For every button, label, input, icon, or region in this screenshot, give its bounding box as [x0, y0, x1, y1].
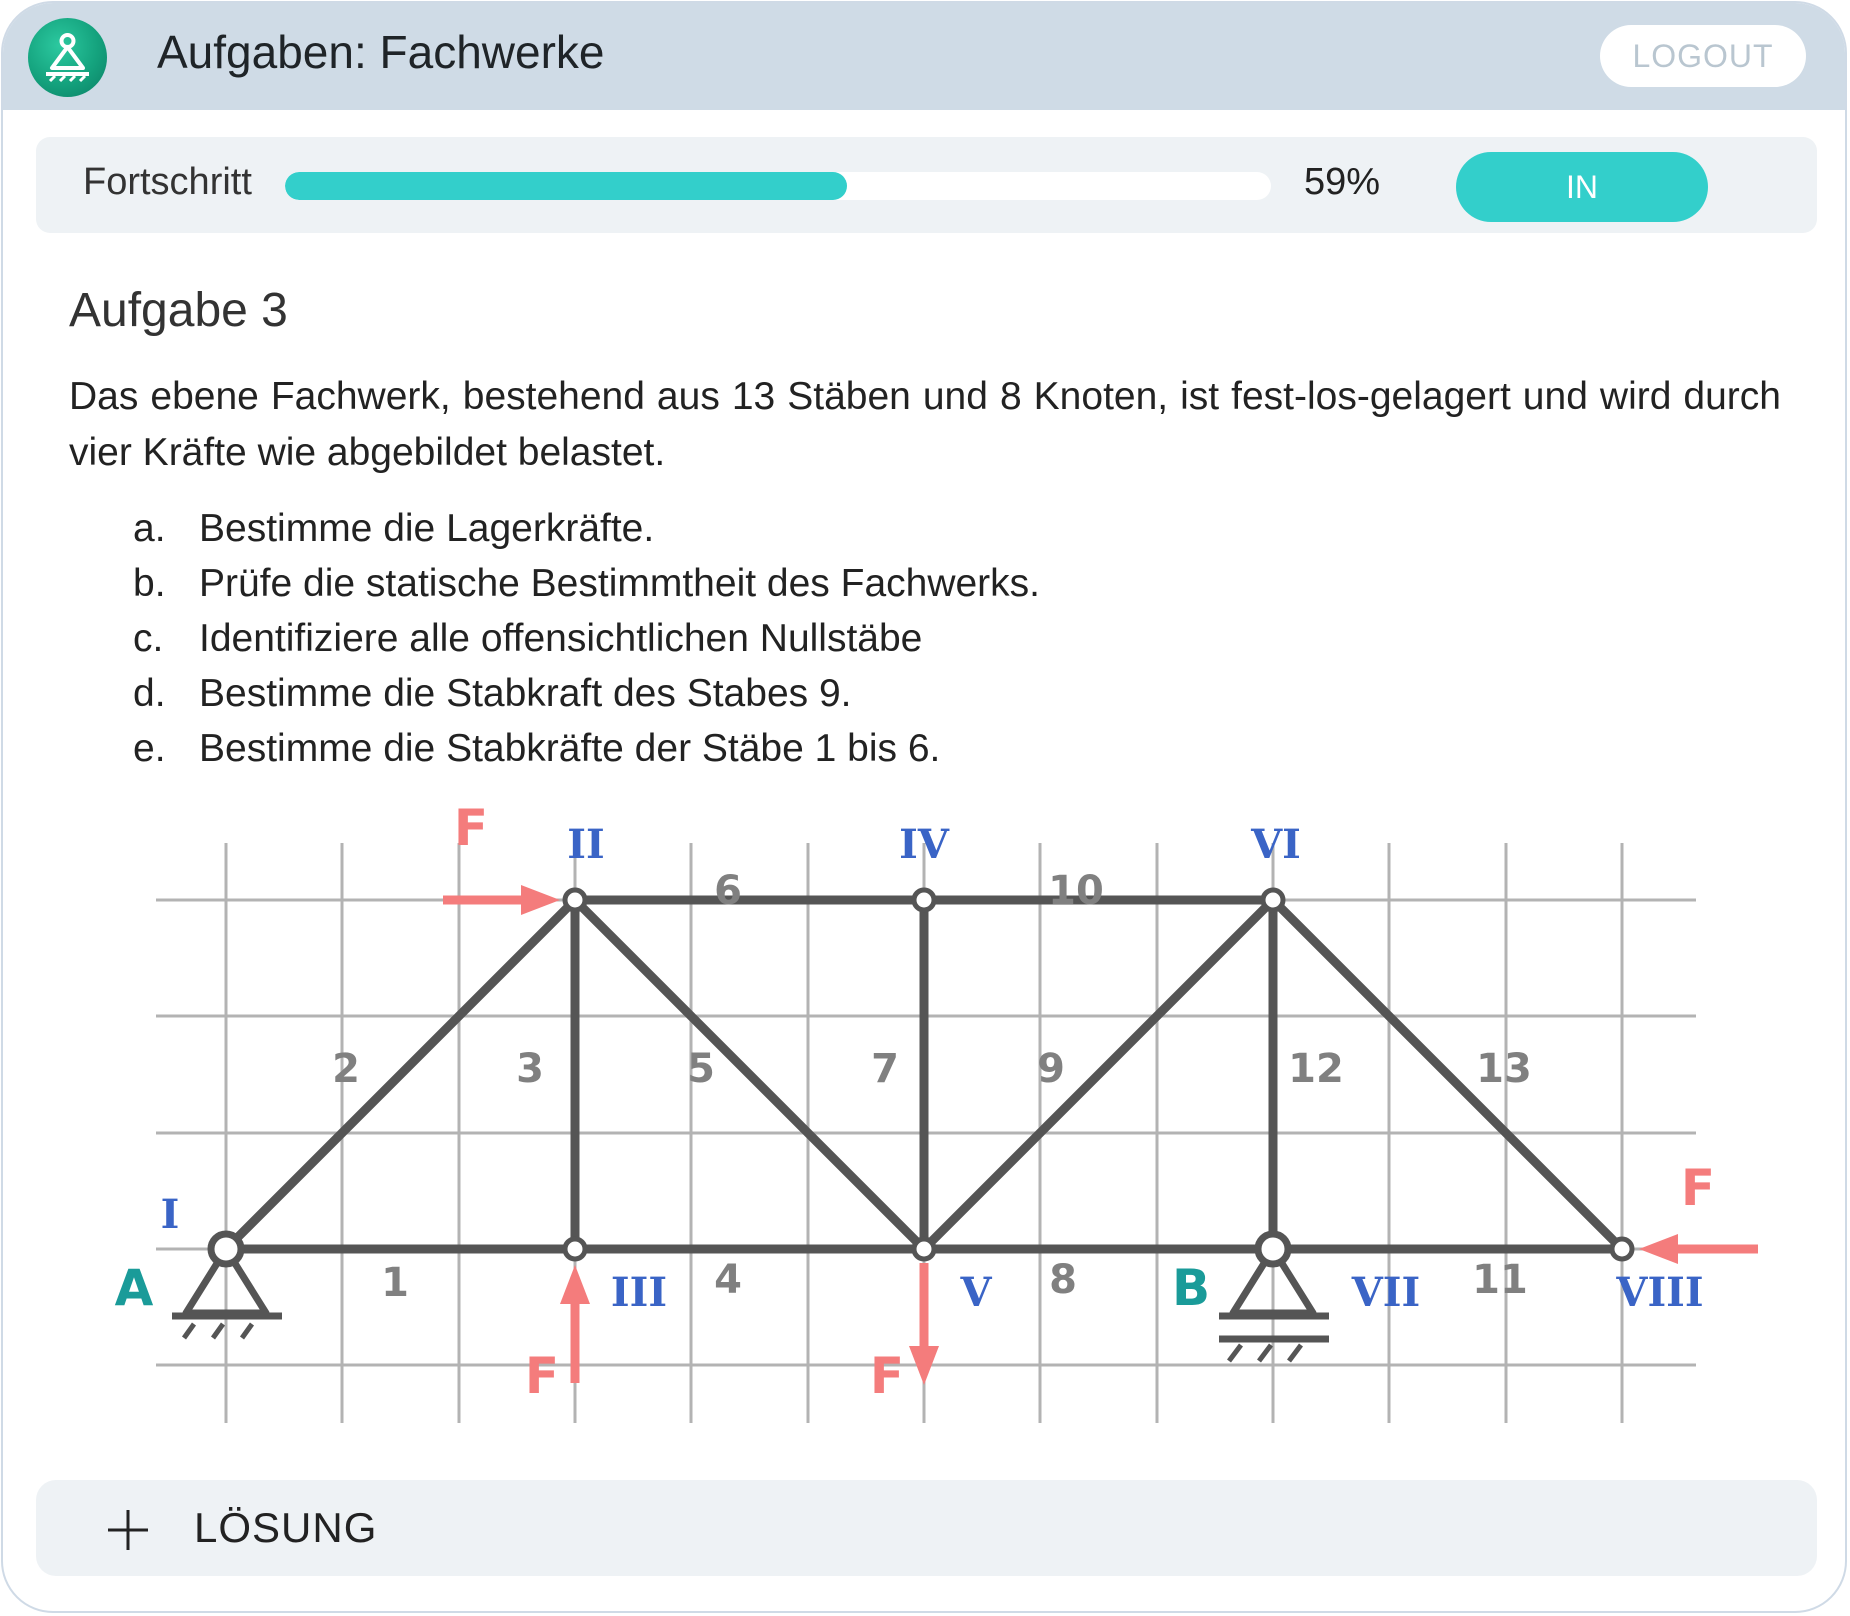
app-header: [3, 3, 1845, 110]
subtask-item: [133, 666, 1040, 721]
subtask-item: [133, 721, 1040, 776]
subtask-text: Bestimme die Stabkraft des Stabes 9.: [199, 672, 852, 715]
subtask-marker: b.: [133, 562, 166, 605]
logout-button[interactable]: LOGOUT: [1600, 25, 1806, 87]
truss-diagram: [3, 793, 1847, 1453]
node-label: II: [567, 821, 605, 868]
subtask-item: [133, 556, 1040, 611]
subtask-text: Identifiziere alle offensichtlichen Nullstäbe: [199, 617, 923, 660]
support-label: B: [1171, 1259, 1211, 1317]
subtask-marker: d.: [133, 672, 166, 715]
member-label: 12: [1288, 1046, 1344, 1092]
solution-toggle[interactable]: [36, 1480, 1817, 1576]
member-9: [924, 900, 1273, 1249]
subtask-marker: e.: [133, 727, 166, 770]
node-I: [211, 1234, 241, 1264]
force-arrow-II: [443, 885, 560, 915]
node-label: I: [160, 1191, 180, 1238]
progress-label: Fortschritt: [83, 161, 252, 203]
member-label: 7: [871, 1046, 899, 1092]
truss-support-icon: [28, 18, 107, 97]
force-arrow-VIII: [1639, 1234, 1758, 1264]
node-label: IV: [899, 821, 949, 868]
subtask-text: Prüfe die statische Bestimmtheit des Fachwerks.: [199, 562, 1040, 605]
node-label: VIII: [1616, 1269, 1704, 1316]
app-window: [1, 1, 1847, 1613]
subtask-text: Bestimme die Stabkräfte der Stäbe 1 bis 6.: [199, 727, 941, 770]
member-label: 9: [1037, 1046, 1065, 1092]
node-label: III: [610, 1269, 668, 1316]
node-II: [565, 890, 585, 910]
subtask-item: [133, 611, 1040, 666]
member-label: 8: [1049, 1257, 1077, 1303]
node-label: V: [960, 1269, 992, 1316]
node-III: [565, 1239, 585, 1259]
subtask-item: [133, 501, 1040, 556]
member-label: 2: [332, 1046, 360, 1092]
node-VI: [1263, 890, 1283, 910]
force-label: F: [524, 1347, 560, 1405]
node-V: [914, 1239, 934, 1259]
support-label: A: [114, 1259, 154, 1317]
progress-bar: [285, 172, 1271, 200]
task-title: Aufgabe 3: [69, 284, 288, 337]
subtask-list: [133, 501, 1040, 776]
progress-bar-fill: [285, 172, 847, 200]
page-title: Aufgaben: Fachwerke: [157, 26, 605, 78]
task-description: Das ebene Fachwerk, bestehend aus 13 Stäben und 8 Knoten, ist fest-los-gelagert und wird durch vier Kräfte wie abgebildet belastet.: [69, 375, 1781, 474]
member-label: 3: [516, 1046, 544, 1092]
node-label: VI: [1251, 821, 1301, 868]
solution-label: LÖSUNG: [194, 1504, 378, 1551]
force-label: F: [1680, 1159, 1716, 1217]
member-label: 4: [714, 1257, 742, 1303]
status-badge: IN BEARBEITUNG: [1456, 152, 1708, 222]
member-label: 10: [1048, 868, 1104, 914]
member-label: 13: [1476, 1046, 1532, 1092]
node-VIII: [1612, 1239, 1632, 1259]
force-label: F: [453, 799, 489, 857]
member-label: 11: [1472, 1257, 1528, 1303]
member-label: 5: [687, 1046, 715, 1092]
plus-icon: [106, 1508, 150, 1552]
force-arrow-V: [909, 1263, 939, 1385]
subtask-marker: c.: [133, 617, 164, 660]
subtask-text: Bestimme die Lagerkräfte.: [199, 507, 655, 550]
node-VII: [1258, 1234, 1288, 1264]
node-label: VII: [1351, 1269, 1421, 1316]
member-label: 1: [381, 1260, 409, 1306]
progress-panel: [36, 137, 1817, 275]
node-IV: [914, 890, 934, 910]
progress-percent: 59%: [1304, 161, 1381, 203]
subtask-marker: a.: [133, 507, 166, 550]
force-label: F: [869, 1347, 905, 1405]
member-label: 6: [714, 868, 742, 914]
